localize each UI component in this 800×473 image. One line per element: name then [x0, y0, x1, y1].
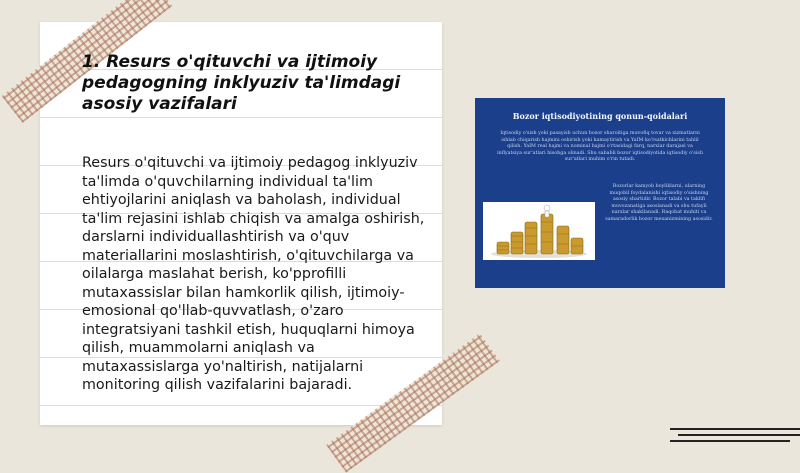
- coin-stacks-icon: [483, 202, 595, 260]
- decorative-lines: [670, 418, 800, 448]
- coin-stacks-image: [483, 202, 595, 260]
- embedded-slide-paragraph-2: Bozorlar kamyob boyliklarni, ularning muqobil foydalanishi iqtisodiy o'sishning asosiy shartidir. Bozor talabi va taklifi muvozanatiga asoslanadi va shu tufayli narxlar shakllanadi. Raqobat muhiti va samaradorlik bozor mexanizmining asosidir.: [605, 184, 713, 222]
- slide-body-text: Resurs o'qituvchi va ijtimoiy pedagog inklyuziv ta'limda o'quvchilarning individual ta'lim ehtiyojlarini aniqlash va baholash, individual ta'lim rejasini ishlab chiqish va amalga oshirish, darslarni individuallashtirish va o'quv materiallarini moslashtirish, o'qituvchilarga va oilalarga maslahat berish, ko'pprofilli mutaxassislar bilan hamkorlik qilish, ijtimoiy-emosional qo'llab-quvvatlash, o'zaro integratsiyani tashkil etish, huquqlarni himoya qilish, muammolarni aniqlash va mutaxassislarga yo'naltirish, natijalarni monitoring qilish vazifalarini bajaradi.: [82, 155, 425, 393]
- embedded-slide-title: Bozor iqtisodiyotining qonun-qoidalari: [512, 111, 688, 121]
- slide-title: 1. Resurs o'qituvchi va ijtimoiy pedagogning inklyuziv ta'limdagi asosiy vazifalari: [82, 52, 401, 114]
- embedded-slide-paragraph-1: Iqtisodiy o'sish yoki pasayish uchun bozor sharoitiga muvofiq tovar va xizmatlarni ishlab chiqarish hajmini oshirish yoki kamaytirish va YaIM ko'rsatkichlarini tahlil qilish. YaIM real hajmi va nominal hajmi o'rtasidagi farq, narxlar darajasi va inflyatsiya sur'atlari hisobga olinadi. Shu sababli bozor iqtisodiyotida iqtisodiy o'sish sur'atlari muhim o'rin tutadi.: [497, 131, 703, 163]
- embedded-slide-image: [475, 98, 725, 288]
